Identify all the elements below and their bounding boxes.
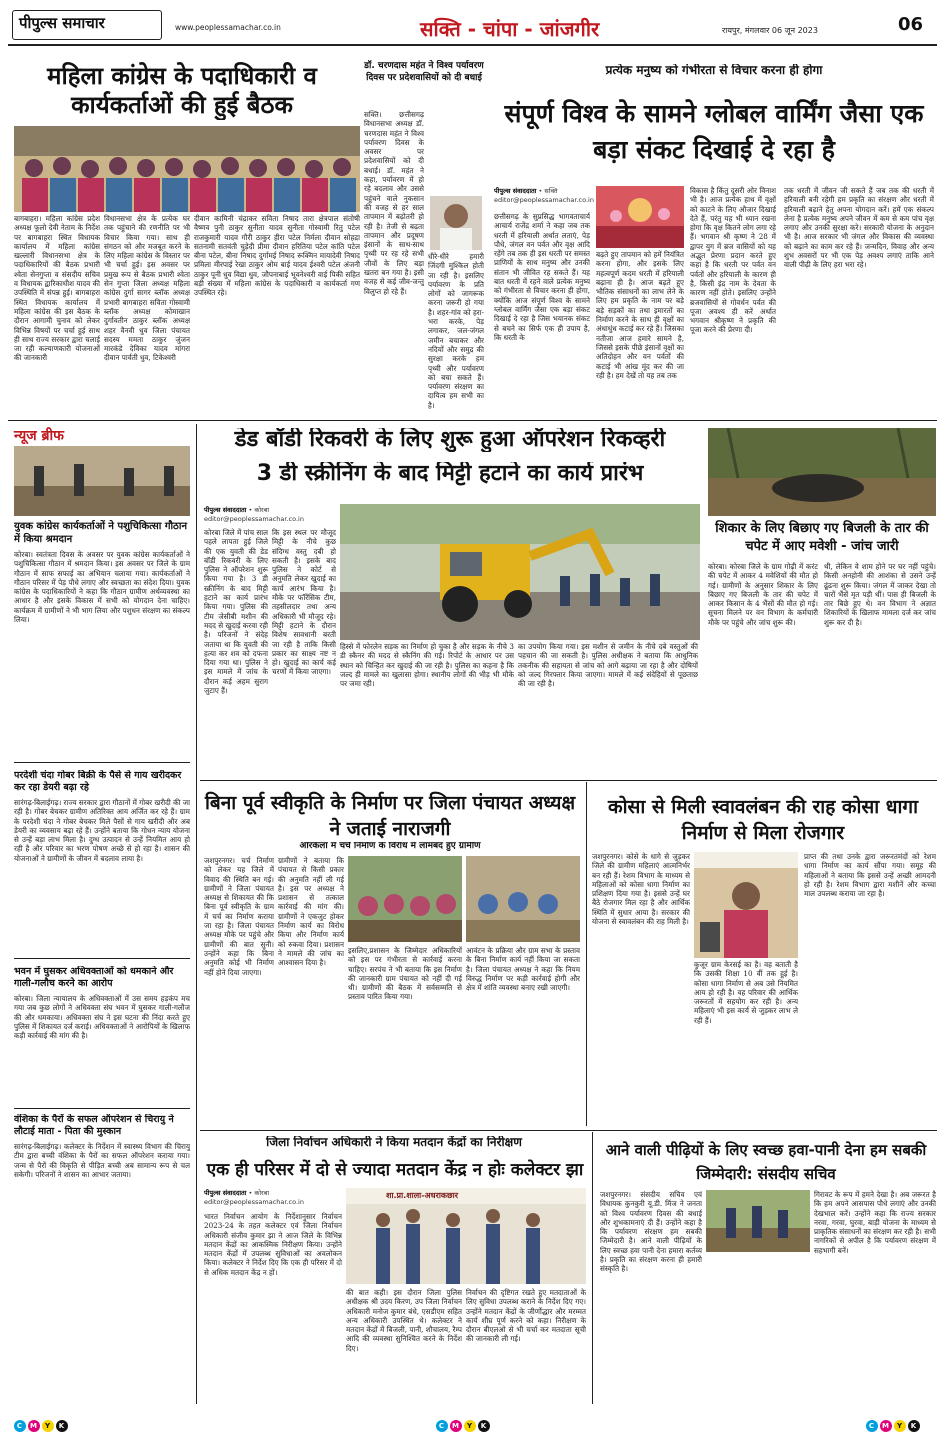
story8-byline: पीपुल्स संवाददाता • कोरबा [204,1189,270,1197]
brief1-text: कोरबा। स्वतंत्रता दिवस के अवसर पर युवक कांग्रेस कार्यकर्ताओं ने पशुचिकित्सा गौठान में श्रमदान किया। इस अवसर पर जिले के ग्राम गौठान में साफ सफाई का अभियान चलाया गया। कार्यकर्ताओं ने गौठान परिसर में पेड़ पौधे लगाए और स्वच्छता का संदेश दिया। युवक कांग्रेस के पदाधिकारियों ने कहा कि गौठान ग्रामीण अर्थव्यवस्था का आधार है और इसके विकास में सभी को योगदान देना चाहिए। कार्यक्रम में ग्रामीणों ने भी भाग लिया और पशुधन संरक्षण का संकल्प लिया। [14,550,190,625]
cmyk-marks-right [866,1420,922,1432]
story8-place: कोरबा [254,1189,270,1197]
story4-place: कोरबा [254,506,270,514]
story1-photo [14,126,360,212]
story4-byline: पीपुल्स संवाददाता • कोरबा [204,506,270,514]
story8-col2: की बात कही। इस दौरान जिला पुलिस अधीक्षक श्री उदय किरण, उप जिला निर्वाचन अधिकारी मनोज कुमार बंधे, एसडीएम सहित अन्य अधिकारी उपस्थित थे। कलेक्टर ने मतदान केंद्रों में बिजली, पानी, शौचालय, रैम्प आदि की व्यवस्था सुनिश्चित करने के निर्देश दिए। [346,1288,462,1353]
story6-col2: ग्रामीणों ने बताया कि पंचायत से किसी प्रकार की अनुमति नहीं ली गई है। इस पर अध्यक्ष ने प्रशासन से तत्काल कार्रवाई की मांग की। ग्रामीणों ने एकजुट होकर निर्माण कार्य का विरोध किया और निर्माण कार्य को रुकवा दिया। प्रशासन ने मामले की जांच का आश्वासन दिया है। [278,856,344,968]
brief4-text: सारंगढ़-बिलाईगढ़। कलेक्टर के निर्देशन में स्वास्थ्य विभाग की चिरायु टीम द्वारा बच्ची वंशिका के पैरों का सफल ऑपरेशन कराया गया। जन्म से पैरों की विकृति से पीड़ित बच्ची अब सामान्य रूप से चल सकेगी। परिजनों ने शासन का आभार जताया। [14,1142,190,1179]
story4-byline-name: पीपुल्स संवाददाता [204,506,247,514]
rule-story8-vertical [592,1132,593,1404]
logo-text: पीपुल्स समाचार [19,14,105,32]
masthead [0,0,945,52]
rule-brief1 [14,762,190,763]
story7-col1: जशपुरनगर। कोसे के धागे से जुड़कर जिले की ग्रामीण महिलाएं आत्मनिर्भर बन रही हैं। रेशम विभाग के माध्यम से महिलाओं को कोसा धागा निर्माण का प्रशिक्षण दिया गया है। इससे उन्हें घर बैठे रोजगार मिल रहा है और आर्थिक स्थिति में सुधार आया है। सरकार की योजना से स्वावलंबन की राह मिली है। [592,852,690,927]
story3-byline: पीपुल्स संवाददाता • सक्ति [494,187,558,195]
rule-brief3 [14,1108,190,1109]
cmyk-m: M [28,1420,40,1432]
brief3-headline: भवन में घुसकर अधिवक्ताओं को धमकाने और गाली-गलौच करने का आरोप [14,966,174,989]
story7-col3: प्राप्त की तथा उनके द्वारा जरूरतमंदों को रेशम धागा निर्माण का कार्य सौंपा गया। समूह की महिलाओं ने बताया कि इससे उन्हें अच्छी आमदनी हो रही है। रेशम विभाग द्वारा मशीनें और कच्चा माल उपलब्ध कराया जा रहा है। [804,852,936,899]
story1-col2: विधानसभा क्षेत्र के प्रत्येक घर तक पहुंचाने की रणनीति पर भी विचार किया गया। साथ ही संगठन को और मजबूत करने के लिए महिला कांग्रेस के विस्तार पर भी चर्चा हुई। इस अवसर पर प्रमुख रूप से बैठक प्रभारी श्वेता सेन गुप्ता जिला अध्यक्ष महिला कांग्रेस दुर्गा सागर ब्लॉक अध्यक्ष प्रभारी बागबाहरा सविता गोस्वामी ब्लॉक अध्यक्ष कोमाखान दुर्गावतीन ठाकुर ब्लॉक अध्यक्ष शहर वैनवी धुव जिला पंचायत सदस्य ममता ठाकुर जुंजन मारकंडे देविका यादव मांगरा दीवान पार्वती धुव, टिकेश्वरी [104,214,190,363]
story3-col4: तक धरती में जीवन जी सकते हैं जब तक की धरती में हरियाली बनी रहेगी हम प्रकृति का संरक्षण और धरती में हरियाली बढ़ाने हेतु अपना योगदान करें। हमें एक संकल्प लेना है प्रत्येक मनुष्य अपने जीवन में कम से कम पांच वृक्ष लगाए और उनकी सुरक्षा करे। सरकारी योजना के अनुदान भी है। आज सरकार भी जंगल और विकास की व्यवस्था को बढ़ाने का काम कर रहे हैं। जन्मदिन, विवाह और अन्य शुभ अवसरों पर भी एक पेड़ अवश्य लगाएं ताकि आने वाली पीढ़ी के लिए हरा भरा रहे। [784,186,934,270]
story8-photo-sign: शा.प्रा.शाला-अधराकछार [386,1191,459,1200]
story6-col1: जशपुरनगर। चर्च निर्माण को लेकर यह जिले में विवाद की स्थिति बन गई। ग्रामीणों ने जिला पंचायत अध्यक्ष से शिकायत की कि बिना पूर्व स्वीकृति के ग्राम में चर्च का निर्माण कराया जा रहा है। जिला पंचायत अध्यक्ष मौके पर पहुंचे और ग्रामीणों की बात सुनी। उन्होंने कहा कि बिना अनुमति कोई भी निर्माण नहीं होने दिया जाएगा। [204,856,274,977]
story1-headline: महिला कांग्रेस के पदाधिकारी व कार्यकर्ताओं की हुई बैठक [47,62,317,119]
cmyk-c: C [14,1420,26,1432]
cmyk-k: K [478,1420,490,1432]
story1-col1: बागबाहरा। महिला कांग्रेस प्रदेश अध्यक्ष फूलो देवी नेताम के निर्देश पर बागबाहरा स्थित विधायक कार्यालय में महिला कांग्रेस खल्लारी विधानसभा क्षेत्र के पदाधिकारियों की बैठक प्रभारी श्वेता सेनगुप्ता व संसदीय सचिव व विधायक द्वारिकाधीश यादव की उपस्थिति में संपन्न हुई। बागबाहरा स्थित विधायक कार्यालय में महिला कांग्रेस की इस बैठक के दौरान आगामी चुनाव को लेकर विभिन्न विषयों पर चर्चा हुई साथ ही साथ राज्य सरकार द्वारा चलाई जा रही कल्याणकारी योजनाओं की जानकारी [14,214,100,363]
story6-photo-left [348,856,462,942]
brief2-headline: परदेशी चंदा गोबर बिक्री के पैसे से गाय खरीदकर कर रहा डेयरी बढ़ा रहे [14,770,182,793]
story3-byline-name: पीपुल्स संवाददाता [494,187,537,195]
story8-col3: निर्वाचन की दृष्टिगत रखते हुए मतदाताओं के लिए सुविधा उपलब्ध कराने के निर्देश दिए गए। उन्होंने मतदान केंद्रों के जीर्णोद्धार और मरम्मत कार्य शीघ्र पूर्ण करने को कहा। निरीक्षण के दौरान बीएलओ से भी चर्चा कर मतदाता सूची की जानकारी ली गई। [466,1288,586,1344]
story4-col1: कोरबा जिले में पांच साल पहले लापता हुई जिले की एक युवती की डेड बॉडी रिकवरी के लिए पुलिस ने ऑपरेशन शुरू किया गया है। 3 डी स्क्रीनिंग के बाद मिट्टी हटाने का कार्य प्रारंभ किया गया। पुलिस की टीम जेसीबी मशीन की मदद से खुदाई करवा रही है। परिजनों ने संदेह जताया था कि युवती की हत्या कर शव को दफना दिया गया था। पुलिस ने इस मामले में जांच के दौरान कई अहम सुराग जुटाए हैं। [204,528,268,696]
story9-col2: गिरावट के रूप में हमने देखा है। अब जरूरत है कि हम अपने आसपास पौधे लगाएं और उनकी देखभाल करें। उन्होंने कहा कि राज्य सरकार नरवा, गरवा, घुरवा, बाड़ी योजना के माध्यम से प्राकृतिक संसाधनों का संरक्षण कर रही है। सभी नागरिकों से अपील है कि पर्यावरण संरक्षण में सहभागी बनें। [814,1190,936,1255]
story3-col1: छत्तीसगढ़ के सुप्रसिद्ध भागवताचार्य आचार्य राजेंद्र शर्मा ने कहा जब तक धरती में हरियाली अर्थात लताएं, पेड़ पौधे, जंगल वन पर्वत और वृक्ष आदि रहेंगे तब तक ही इस धरती पर समस्त प्राणियों के साथ मनुष्य और उनकी संतान भी जीवित रह सकते हैं। यह बात धरती में रहने वाले प्रत्येक मनुष्य को गंभीरता से विचार करना ही होगा, क्योंकि आज संपूर्ण विश्व के सामने ग्लोबल वार्मिंग जैसा एक बड़ा संकट दिखाई दे रहा है जिस भयानक संकट से बचने का सिर्फ एक ही उपाय है, कि धरती के [494,212,590,342]
story3-col2: बढ़ते हुए तापमान को हमें नियंत्रित करना होगा, और इसके लिए महत्वपूर्ण कदम धरती में हरियाली बढ़ाना ही है। आज बढ़ते हुए भौतिक संसाधनों का लाभ लेने के लिए हम प्रकृति के नाम पर बड़े बड़े सड़कों का तथा इमारतों का निर्माण करने के साथ ही वृक्षों का अंधाधुंध कटाई कर रहे हैं। जिसका नतीजा आज हमारे सामने है, जिससे इसके पीछे इंसानों वृक्षों का अतिदोहन और वन पर्वतों की कटाई भी आंख मूंद कर की जा रही है। हम देखें तो यह तब तक [596,250,684,380]
story8-email: editor@peoplessamachar.co.in [204,1198,304,1206]
story6-col4: आवंटन के प्रक्रिया और ग्राम सभा के प्रस्ताव के बिना निर्माण कार्य नहीं किया जा सकता है। जिला पंचायत अध्यक्ष ने कहा कि नियम विरुद्ध निर्माण पर कड़ी कार्रवाई होगी और क्षेत्र में शांति व्यवस्था बनाए रखी जाएगी। [466,946,580,993]
story2-photo [430,196,482,250]
story8-byline-name: पीपुल्स संवाददाता [204,1189,247,1197]
story9-photo [706,1190,810,1252]
cmyk-y: Y [894,1420,906,1432]
story7-headline: कोसा से मिली स्वावलंबन की राह कोसा धागा निर्माण से मिला रोजगार [607,796,919,844]
news-brief-label: न्यूज ब्रीफ [14,428,64,444]
cmyk-y: Y [464,1420,476,1432]
story5-col2: थी, लेकिन वे शाम होने पर घर नहीं पहुंचे। किसी अनहोनी की आशंका से उसने उन्हें ढूंढना शुरू किया। जंगल में जाकर देखा तो चारों भैंसें मृत पड़ी थीं। पास ही बिजली के तार बिछे हुए थे। वन विभाग ने अज्ञात शिकारियों के खिलाफ मामला दर्ज कर जांच शुरू कर दी है। [824,562,936,627]
story2-col2: धीरे-धीरे हमारी जिंदगी मुश्किल होती जा रही है। इसलिए पर्यावरण के प्रति लोगों को जागरूक करना जरूरी हो गया है। शहर-गांव को हरा-भरा करके, पेड़ लगाकर, जल-जंगल जमीन बचाकर और नदियों और समुद्र की सुरक्षा करके हम पृथ्वी और पर्यावरण को बचा सकते हैं। पर्यावरण संरक्षण का दायित्व हम सभी का है। [428,252,484,410]
cmyk-marks-left [14,1420,70,1432]
story3-col3: विकास है किंतु दूसरी ओर विनाश भी है। आज प्रत्येक हाथ में वृक्षों को काटने के लिए औजार दिखाई देते हैं, परंतु यह भी ध्यान रखना होगा कि वृक्ष कितने लोग लगा रहे हैं। भगवान श्री कृष्ण ने 28 में द्वापर युग में ब्रज वासियों को यह अद्भुत प्रेरणा प्रदान करते हुए कहा है कि धरती पर पर्वत वन पर्वतों और हरियाली के कारण ही है, किसी इंद्र नाम के देवता के कारण नहीं होते। इसलिए उन्होंने ब्रजवासियों से गोवर्धन पर्वत की पूजा अवश्य ही करें अर्थात भगवान श्रीकृष्ण ने प्रकृति की पूजा करने की प्रेरणा दी। [690,186,776,335]
story3-photo [596,186,684,248]
story4-headline-line1: डेड बॉडी रिकवरी के लिए शुरू हुआ ऑपरेशन रिकव्हरी [234,428,666,452]
website: www.peoplessamachar.co.in [175,23,281,32]
story6-subhead: ओरकेला में चर्च निर्माण के विरोध में लामबंद हुए ग्रामीण [299,842,481,851]
story4-photo [340,504,700,640]
story3-email: editor@peoplessamachar.co.in [494,196,594,204]
brief2-text: सारंगढ़-बिलाईगढ़। राज्य सरकार द्वारा गौठानों में गोबर खरीदी की जा रही है। गोबर बेचकर ग्रामीण अतिरिक्त आय अर्जित कर रहे हैं। ग्राम के परदेशी चंदा ने गोबर बेचकर मिले पैसों से गाय खरीदी और अब डेयरी का व्यवसाय बढ़ा रहे हैं। उन्होंने बताया कि गोधन न्याय योजना से उन्हें बड़ा लाभ मिला है। दुग्ध उत्पादन से उन्हें नियमित आय हो रही है और परिवार का भरण पोषण अच्छे से हो रहा है। शासन की योजनाओं ने ग्रामीणों के जीवन में बदलाव लाया है। [14,798,190,863]
story5-col1: कोरबा। कोरबा जिले के ग्राम गोढ़ी में करंट की चपेट में आकर 4 मवेशियों की मौत हो गई। ग्रामीणों के अनुसार शिकार के लिए बिछाए गए बिजली के तार की चपेट में आकर किसान के 4 भैंसों की मौत हो गई। सूचना मिलने पर वन विभाग के कर्मचारी मौके पर पहुंचे और जांच शुरू की। [708,562,818,627]
edition-title: सक्ति - चांपा - जांजगीर [420,17,600,41]
cmyk-m: M [450,1420,462,1432]
story4-headline-line2: 3 डी स्क्रीनिंग के बाद मिट्टी हटाने का कार्य प्रारंभ [256,462,644,486]
rule-mid-section [200,780,937,781]
brief1-photo [14,446,190,516]
story2-headline: डॉ. चरणदास महंत ने विश्व पर्यावरण दिवस पर प्रदेशवासियों को दी बधाई [364,61,484,83]
brief4-headline: वंशिका के पैरों के सफल ऑपरेशन से चिरायु ने लौटाई माता - पिता की मुस्कान [14,1114,174,1137]
story3-place: सक्ति [544,187,558,195]
story7-photo [694,852,798,958]
story2-col1: सक्ति। छत्तीसगढ़ विधानसभा अध्यक्ष डॉ. चरणदास महंत ने विश्व पर्यावरण दिवस के अवसर पर प्रदेशवासियों को दी बधाई। डॉ. महंत ने कहा, पर्यावरण में हो रहे बदलाव और उससे पहुंचने वाले नुकसान की वजह से हर साल तापमान में बढ़ोतरी हो रही है। तेजी से बढ़ता तापमान और प्रदूषण इंसानों के साथ-साथ पृथ्वी पर रह रहे सभी जीवों के लिए बड़ा खतरा बन गया है। इसी वजह से कई जीव-जन्तु विलुप्त हो रहे हैं। [364,110,424,296]
rule-brief2 [14,958,190,959]
cmyk-c: C [436,1420,448,1432]
story4-email: editor@peoplessamachar.co.in [204,515,304,523]
rule-story6-vertical [586,782,587,1126]
rule-top-section [8,420,937,421]
story4-col4: का उपयोग किया गया। इस मशीन से जमीन के नीचे दबे वस्तुओं की पहचान की जा सकती है। पुलिस अधीक्षक ने बताया कि आधुनिक तकनीक की सहायता से जांच को आगे बढ़ाया जा रहा है और दोषियों को जल्द गिरफ्तार किया जाएगा। मामले में कई संदेहियों से पूछताछ की जा रही है। [518,642,698,689]
story4-col2: कि इस स्थल पर मौजूद मिट्टी के नीचे कुछ संदिग्ध वस्तु दबी हो सकती है। इसके बाद पुलिस ने कोर्ट से अनुमति लेकर खुदाई का कार्य आरंभ किया है। मौके पर फॉरेंसिक टीम, तहसीलदार तथा अन्य अधिकारी भी मौजूद रहे। मिट्टी हटाने के दौरान विशेष सावधानी बरती जा रही है ताकि किसी प्रकार का साक्ष्य नष्ट न हो। खुदाई का कार्य कई चरणों में किया जाएगा। [272,528,336,677]
brief1-headline: युवक कांग्रेस कार्यकर्ताओं ने पशुचिकित्सा गौठान में किया श्रमदान [14,521,187,545]
story8-headline: एक ही परिसर में दो से ज्यादा मतदान केंद्र न होः कलेक्टर झा [206,1160,584,1180]
rule-brief-vertical [196,424,197,1404]
story4-col3: हिस्से में फोरलेन सड़क का निर्माण हो चुका है और सड़क के नीचे 3 डी स्कैनर की मदद से स्कैनिंग की गई। रिपोर्ट के आधार पर उस स्थान को चिन्हित कर खुदाई की जा रही है। पुलिस का कहना है कि जल्द ही मामले का खुलासा होगा। स्थानीय लोगों की भीड़ भी मौके पर जमा रही। [340,642,514,689]
story7-col2: कुजूर ग्राम केरसई का है। वह बताती है कि उसकी शिक्षा 10 वीं तक हुई है। कोसा धागा निर्माण से अब उसे नियमित आय हो रही है। वह परिवार की आर्थिक जरूरतों में सहयोग कर रही है। अन्य महिलाएं भी इस कार्य से जुड़कर लाभ ले रही हैं। [694,960,798,1025]
story3-headline: संपूर्ण विश्व के सामने ग्लोबल वार्मिंग जैसा एक बड़ा संकट दिखाई दे रहा है [504,99,924,164]
cmyk-k: K [908,1420,920,1432]
cmyk-marks-center [436,1420,492,1432]
story6-photo-right [466,856,580,942]
story8-photo [346,1188,586,1284]
story8-col1: भारत निर्वाचन आयोग के निर्देशानुसार निर्वाचन 2023-24 के तहत कलेक्टर एवं जिला निर्वाचन अधिकारी संजीव कुमार झा ने आज जिले के विभिन्न मतदान केंद्रों का आकस्मिक निरीक्षण किया। उन्होंने मतदान केंद्रों में उपलब्ध सुविधाओं का अवलोकन किया। कलेक्टर ने निर्देश दिए कि एक ही परिसर में दो से अधिक मतदान केंद्र न हों। [204,1212,342,1277]
page-number: 06 [898,14,924,35]
story1-col3: दीवान कामिनी चंद्राकर सविता निषाद तारा क्षेत्रपाल संतोषी वैष्णव पुनी ठाकुर सुनीता यादव सुनीता गोस्वामी रितु पटेल राजकुमारी यादव गौरी ठाकुर हीरा पटेल निर्मला दीवान सोहद्रा सतनामी सतवंती चुड़ेदी प्रीमा दीवान हरितिया पटेल कांति पटेल बीना पटेल, बीना निषाद दुर्गामई निषाद रूक्मिन मायादेवी निषाद प्रमिला मीरपाई रेखा ठाकुर ओम बाई यादव ईश्वरी पटेल अंजनी ठाकुर पूनी धुव विद्या धुव, जौपनाबाई भूवनेश्वरी वाई पिकी सहित बड़ी संख्या में महिला कांग्रेस के पदाधिकारी व कार्यकर्ता गण उपस्थित रहे। [194,214,360,298]
story3-kicker: प्रत्येक मनुष्य को गंभीरता से विचार करना ही होगा [605,64,823,77]
story9-col1: जशपुरनगर। संसदीय सचिव एवं विधायक कुनकुरी यू.डी. मिंज ने जनता को विश्व पर्यावरण दिवस की बधाई और शुभकामनाएं दी हैं। उन्होंने कहा है कि पर्यावरण संरक्षण हम सबकी जिम्मेदारी है। आने वाली पीढ़ियों के लिए स्वच्छ हवा पानी देना हमारा कर्तव्य है। प्रकृति का संरक्षण करना ही हमारी संस्कृति है। [600,1190,702,1274]
masthead-rule [8,44,937,46]
story5-photo [708,428,936,516]
cmyk-c: C [866,1420,878,1432]
story6-col3: इसलिए,प्रशासन के जिम्मेदार अधिकारियों को इस पर गंभीरता से कार्रवाई करना चाहिए। सरपंच ने भी बताया कि इस निर्माण की जानकारी ग्राम पंचायत को नहीं दी गई थी। ग्रामीणों की बैठक में सर्वसम्मति से प्रस्ताव पारित किया गया। [348,946,462,1002]
dateline: रायपुर, मंगलवार 06 जून 2023 [722,26,818,35]
cmyk-k: K [56,1420,68,1432]
cmyk-m: M [880,1420,892,1432]
masthead-logo [12,10,162,40]
rule-lower-section [200,1130,937,1131]
cmyk-y: Y [42,1420,54,1432]
story9-headline: आने वाली पीढ़ियों के लिए स्वच्छ हवा-पानी देना हम सबकी जिम्मेदारी: संसदीय सचिव [605,1141,927,1183]
brief3-text: कोरबा। जिला न्यायालय के अधिवक्ताओं में उस समय हड़कंप मच गया जब कुछ लोगों ने अधिवक्ता संघ भवन में घुसकर गाली-गलौज की और धमकाया। अधिवक्ता संघ ने इस घटना की निंदा करते हुए पुलिस में शिकायत दर्ज कराई। अधिवक्ताओं ने आरोपियों के खिलाफ कड़ी कार्रवाई की मांग की है। [14,994,190,1041]
story8-kicker: जिला निर्वाचन अधिकारी ने किया मतदान केंद्रों का निरीक्षण [266,1136,522,1149]
story6-headline: बिना पूर्व स्वीकृति के निर्माण पर जिला पंचायत अध्यक्ष ने जताई नाराजगी [204,792,576,840]
story5-headline: शिकार के लिए बिछाए गए बिजली के तार की चपेट में आए मवेशी - जांच जारी [715,521,929,554]
